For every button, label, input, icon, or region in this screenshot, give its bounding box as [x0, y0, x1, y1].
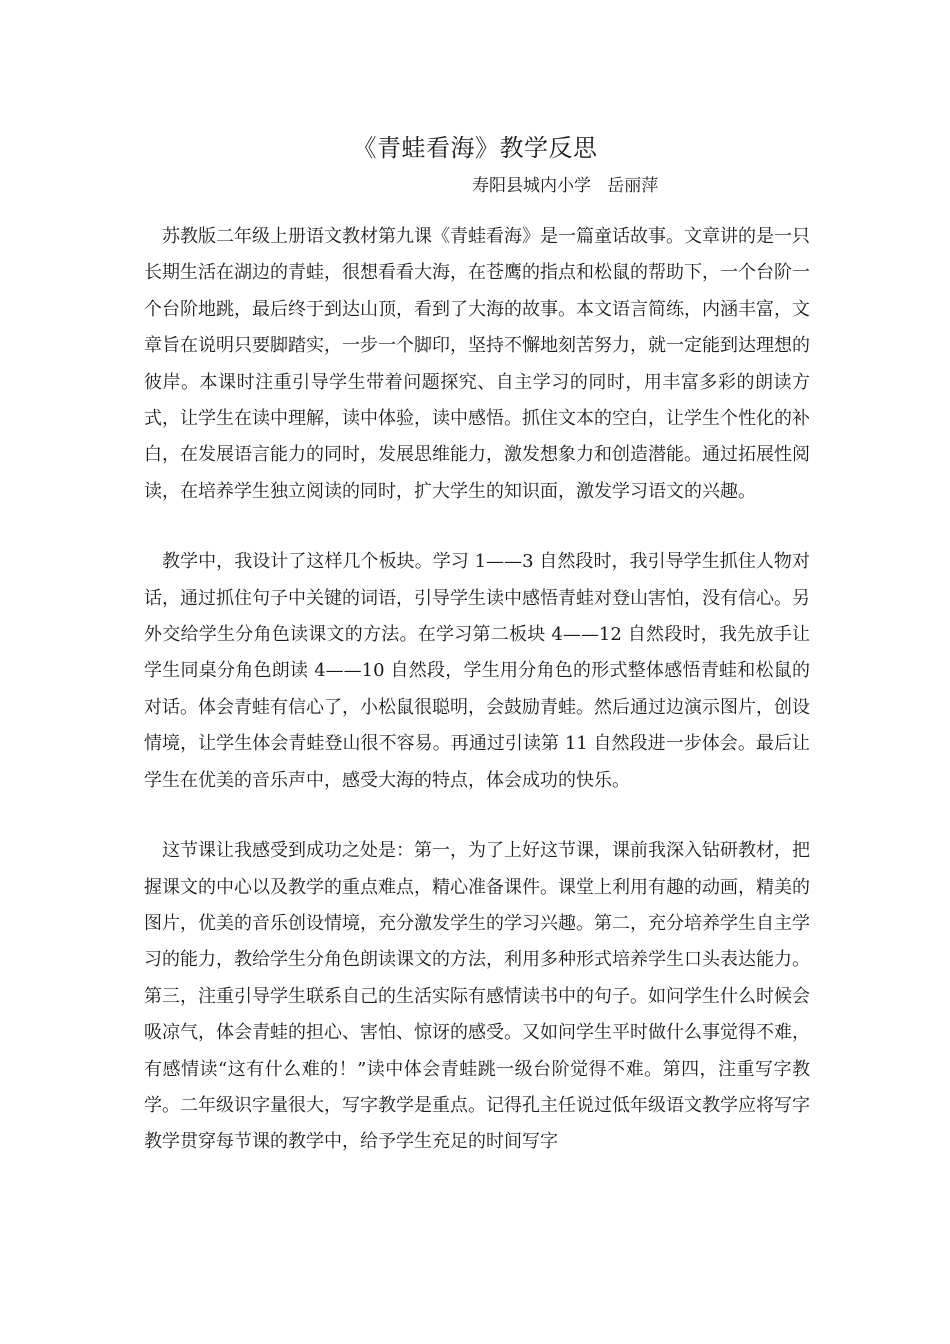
document-body	[144, 219, 810, 1195]
paragraph-3: 这节课让我感受到成功之处是：第一，为了上好这节课，课前我深入钻研教材，把握课文的中心以及教学的重点难点，精心准备课件。课堂上利用有趣的动画，精美的图片，优美的音乐创设情境，充分激发学生的学习兴趣。第二，充分培养学生自主学习的能力，教给学生分角色朗读课文的方法，利用多种形式培养学生口头表达能力。第三，注重引导学生联系自己的生活实际有感情读书中的句子。如问学生什么时候会吸凉气，体会青蛙的担心、害怕、惊讶的感受。又如问学生平时做什么事觉得不难，有感情读“这有什么难的！”读中体会青蛙跳一级台阶觉得不难。第四，注重写字教学。二年级识字量很大，写字教学是重点。记得孔主任说过低年级语文教学应将写字教学贯穿每节课的教学中，给予学生充足的时间写字	[144, 840, 810, 1153]
document-title: 《青蛙看海》教学反思	[352, 134, 598, 162]
author-byline: 寿阳县城内小学 岳丽萍	[472, 176, 659, 196]
paragraph-1: 苏教版二年级上册语文教材第九课《青蛙看海》是一篇童话故事。文章讲的是一只长期生活在湖边的青蛙，很想看看大海，在苍鹰的指点和松鼠的帮助下，一个台阶一个台阶地跳，最后终于到达山顶，看到了大海的故事。本文语言简练，内涵丰富，文章旨在说明只要脚踏实，一步一个脚印，坚持不懈地刻苦努力，就一定能到达理想的彼岸。本课时注重引导学生带着问题探究、自主学习的同时，用丰富多彩的朗读方式，让学生在读中理解，读中体验，读中感悟。抓住文本的空白，让学生个性化的补白，在发展语言能力的同时，发展思维能力，激发想象力和创造潜能。通过拓展性阅读，在培养学生独立阅读的同时，扩大学生的知识面，激发学习语文的兴趣。	[144, 226, 810, 502]
paragraph-2: 教学中，我设计了这样几个板块。学习 1——3 自然段时，我引导学生抓住人物对话，通过抓住句子中关键的词语，引导学生读中感悟青蛙对登山害怕，没有信心。另外交给学生分角色读课文的方法。在学习第二板块 4——12 自然段时，我先放手让学生同桌分角色朗读 4——10 自然段，学生用分角色的形式整体感悟青蛙和松鼠的对话。体会青蛙有信心了，小松鼠很聪明，会鼓励青蛙。然后通过边演示图片，创设情境，让学生体会青蛙登山很不容易。再通过引读第 11 自然段进一步体会。最后让学生在优美的音乐声中，感受大海的特点，体会成功的快乐。	[144, 551, 810, 791]
